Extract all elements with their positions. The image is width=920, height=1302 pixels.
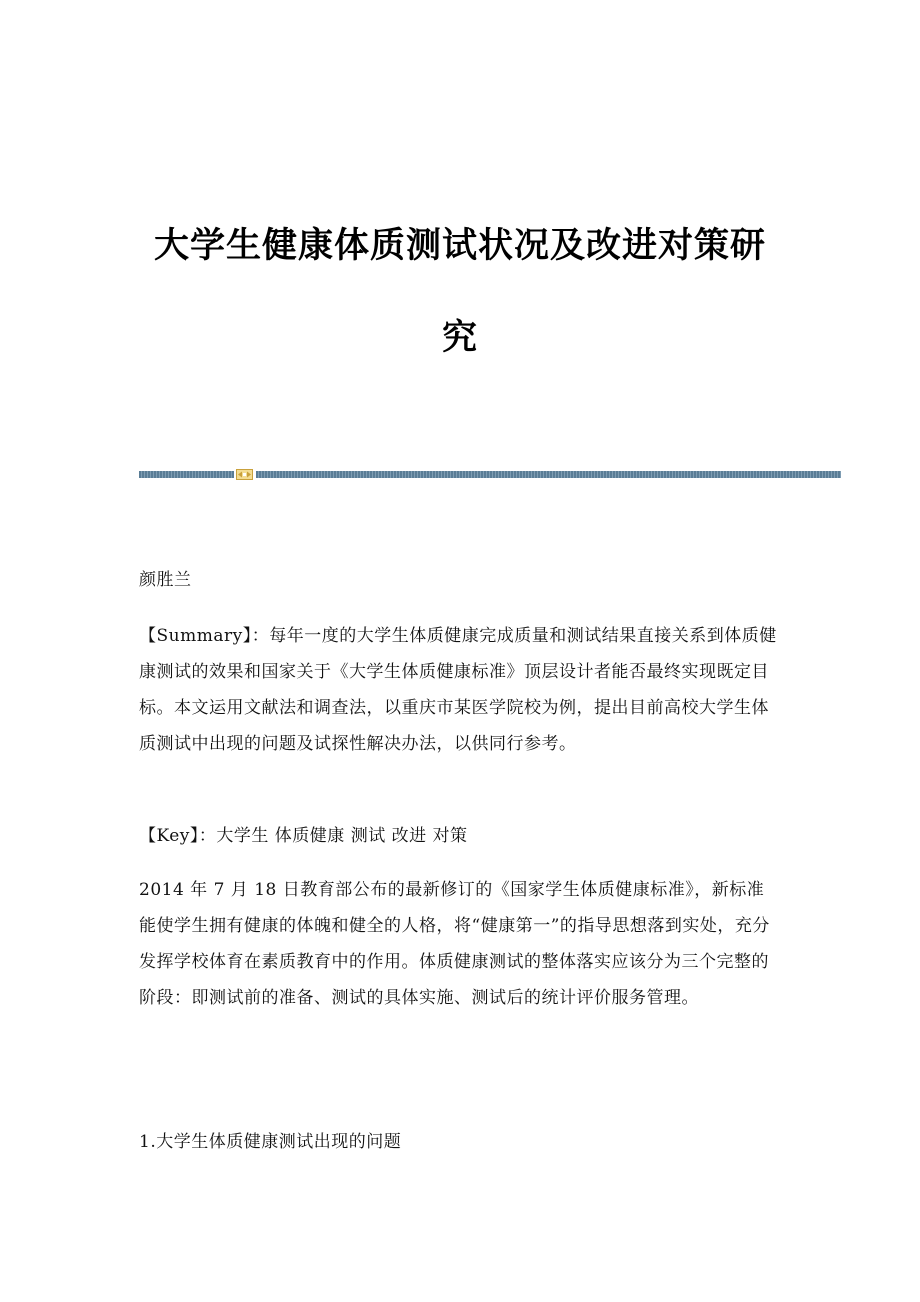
intro-paragraph: 2014 年 7 月 18 日教育部公布的最新修订的《国家学生体质健康标准》，新标准能使学生拥有健康的体魄和健全的人格，将“健康第一”的指导思想落到实处，充分发挥学校体育在素质教育中的作用。体质健康测试的整体落实应该分为三个完整的阶段：即测试前的准备、测试的具体实施、测试后的统计评价服务管理。	[139, 880, 770, 1008]
document-title-line-2: 究	[441, 318, 478, 358]
document-title-line-1: 大学生健康体质测试状况及改进对策研	[153, 226, 766, 266]
title-divider	[139, 470, 841, 480]
divider-ornament-icon	[236, 469, 253, 480]
divider-right-bar	[256, 471, 841, 478]
summary-paragraph: 【Summary】：每年一度的大学生体质健康完成质量和测试结果直接关系到体质健康测试的效果和国家关于《大学生体质健康标准》顶层设计者能否最终实现既定目标。本文运用文献法和调查法，以重庆市某医学院校为例，提出目前高校大学生体质测试中出现的问题及试探性解决办法，以供同行参考。	[139, 626, 777, 754]
section-heading: 1.大学生体质健康测试出现的问题	[139, 1132, 402, 1152]
author-name: 颜胜兰	[139, 570, 192, 590]
keywords-line: 【Key】：大学生 体质健康 测试 改进 对策	[139, 826, 468, 846]
divider-left-bar	[139, 471, 234, 478]
